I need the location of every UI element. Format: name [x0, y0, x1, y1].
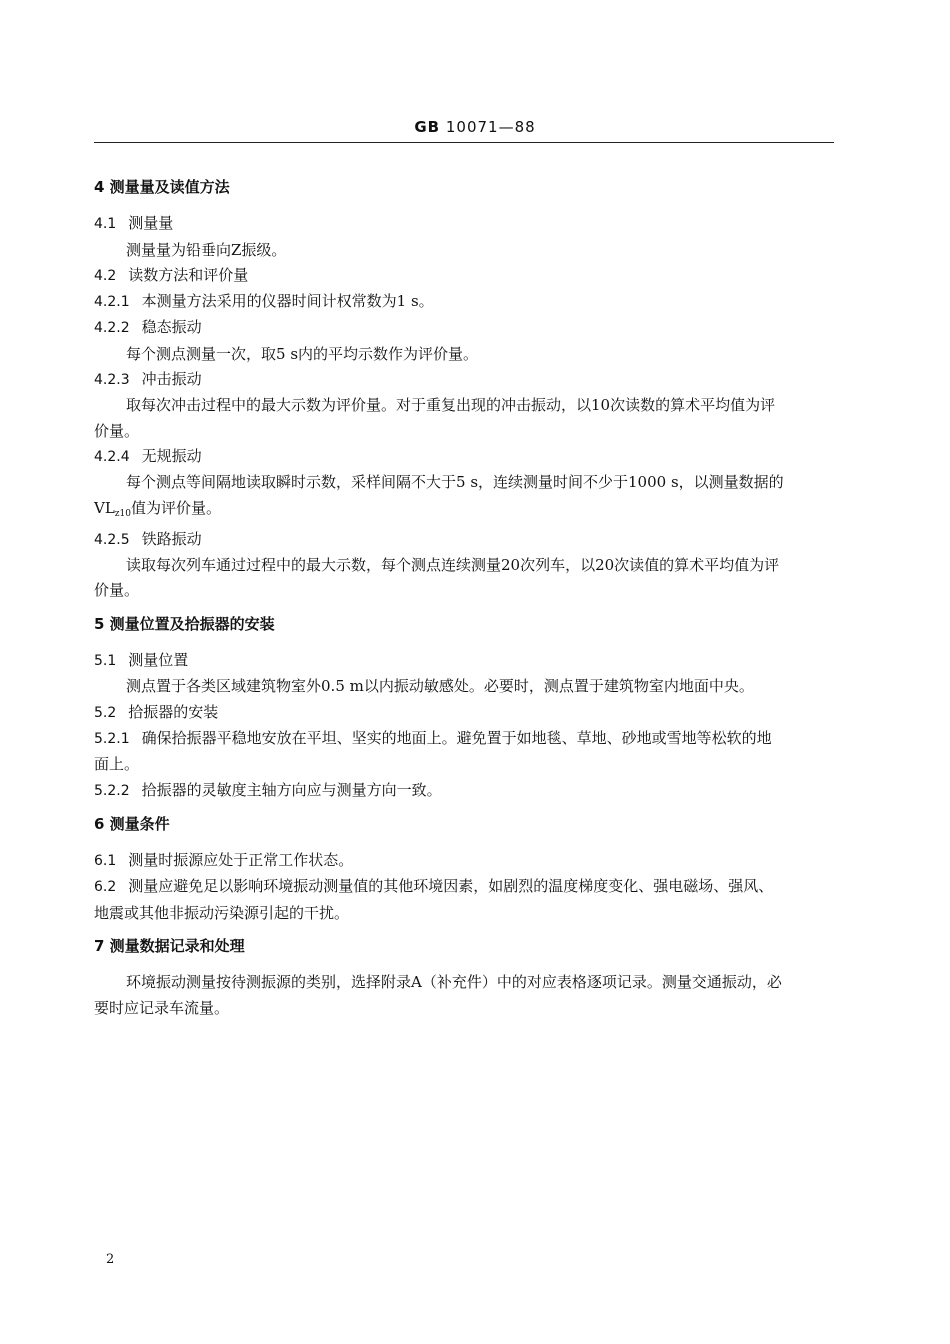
- clause-5-1-heading: 5.1 测量位置: [94, 651, 189, 670]
- section-7-text-line1: 环境振动测量按待测振源的类别，选择附录A（补充件）中的对应表格逐项记录。测量交通振动，必: [126, 973, 782, 992]
- clause-4-1-text: 测量量为铅垂向Z振级。: [126, 240, 287, 259]
- clause-5-2-2: 5.2.2 拾振器的灵敏度主轴方向应与测量方向一致。: [94, 780, 442, 799]
- clause-4-1-heading: 4.1 测量量: [94, 214, 174, 233]
- clause-4-2-4-text-line2: $VL_{z10}$值为评价量。: [94, 498, 222, 519]
- clause-4-2-3-heading: 4.2.3 冲击振动: [94, 370, 202, 389]
- clause-6-2-line2: 地震或其他非振动污染源引起的干扰。: [94, 903, 350, 922]
- section-5-title: 5 测量位置及拾振器的安装: [94, 614, 275, 633]
- clause-4-2-3-text-line1: 取每次冲击过程中的最大示数为评价量。对于重复出现的冲击振动，以10次读数的算术平均值为评: [126, 396, 776, 415]
- clause-4-2-2-text: 每个测点测量一次，取5 s内的平均示数作为评价量。: [126, 344, 479, 363]
- clause-4-2-heading: 4.2 读数方法和评价量: [94, 265, 249, 284]
- clause-4-2-5-text-line2: 价量。: [94, 581, 140, 600]
- standard-prefix: GB: [414, 118, 441, 136]
- document-body: [94, 172, 834, 1021]
- clause-4-2-1: 4.2.1 本测量方法采用的仪器时间计权常数为1 s。: [94, 292, 434, 311]
- standard-code: 10071—88: [445, 118, 536, 136]
- clause-5-2-heading: 5.2 拾振器的安装: [94, 702, 219, 721]
- page-number: 2: [106, 1252, 115, 1267]
- section-7-text-line2: 要时应记录车流量。: [94, 998, 230, 1017]
- page-header: [0, 118, 950, 136]
- clause-5-1-text: 测点置于各类区域建筑物室外0.5 m以内振动敏感处。必要时，测点置于建筑物室内地面中央。: [126, 677, 754, 696]
- clause-6-2-line1: 6.2 测量应避免足以影响环境振动测量值的其他环境因素，如剧烈的温度梯度变化、强电磁场、强风、: [94, 877, 774, 896]
- clause-4-2-4-heading: 4.2.4 无规振动: [94, 446, 202, 465]
- clause-5-2-1-line2: 面上。: [94, 755, 140, 774]
- clause-5-2-1-line1: 5.2.1 确保拾振器平稳地安放在平坦、坚实的地面上。避免置于如地毯、草地、砂地或雪地等松软的地: [94, 728, 772, 747]
- clause-4-2-5-heading: 4.2.5 铁路振动: [94, 529, 202, 548]
- header-rule: [94, 142, 834, 143]
- clause-4-2-3-text-line2: 价量。: [94, 421, 140, 440]
- section-7-title: 7 测量数据记录和处理: [94, 937, 245, 956]
- section-6-title: 6 测量条件: [94, 814, 170, 833]
- clause-4-2-5-text-line1: 读取每次列车通过过程中的最大示数，每个测点连续测量20次列车，以20次读值的算术平均值为评: [126, 556, 780, 575]
- section-4-title: 4 测量量及读值方法: [94, 178, 230, 196]
- clause-6-1: 6.1 测量时振源应处于正常工作状态。: [94, 851, 354, 870]
- clause-4-2-4-text-line1: 每个测点等间隔地读取瞬时示数，采样间隔不大于5 s，连续测量时间不少于1000 s，以测量数据的: [126, 473, 784, 492]
- clause-4-2-2-heading: 4.2.2 稳态振动: [94, 318, 202, 337]
